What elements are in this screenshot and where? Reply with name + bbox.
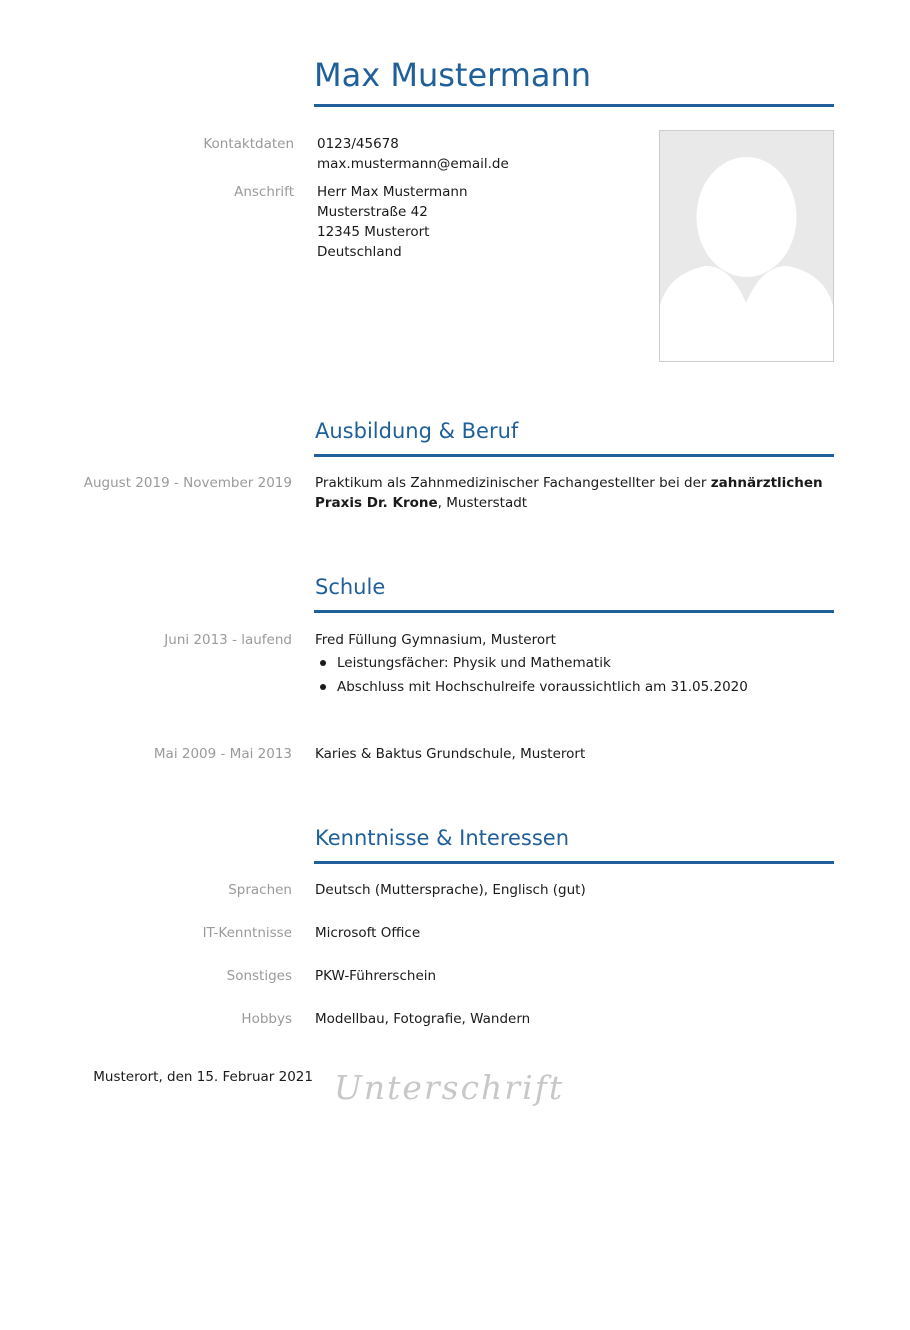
skill-label: IT-Kenntnisse bbox=[202, 925, 292, 941]
work-entry-description bbox=[315, 473, 823, 513]
entry-dates: Mai 2009 - Mai 2013 bbox=[153, 746, 292, 762]
address-line: Herr Max Mustermann bbox=[317, 184, 468, 200]
work-entry-employer: Praxis Dr. Krone bbox=[315, 495, 438, 511]
signature: Unterschrift bbox=[334, 1068, 565, 1107]
skill-label: Sonstiges bbox=[226, 968, 292, 984]
header-divider bbox=[314, 104, 834, 107]
skill-value: Deutsch (Muttersprache), Englisch (gut) bbox=[315, 882, 586, 898]
skill-value: PKW-Führerschein bbox=[315, 968, 437, 984]
address-line: Musterstraße 42 bbox=[317, 204, 428, 220]
skill-value: Microsoft Office bbox=[315, 925, 421, 941]
address-block bbox=[317, 182, 468, 262]
address-label: Anschrift bbox=[234, 184, 294, 200]
entry-dates: August 2019 - November 2019 bbox=[83, 475, 292, 491]
work-entry-text: Praktikum als Zahnmedizinischer Fachangestellter bei der bbox=[315, 475, 711, 491]
phone-number: 0123/45678 bbox=[317, 136, 399, 152]
list-item bbox=[315, 651, 748, 675]
section-divider bbox=[314, 610, 834, 613]
work-entry-employer: zahnärztlichen bbox=[710, 475, 823, 491]
address-line: 12345 Musterort bbox=[317, 224, 430, 240]
cv-name-title: Max Mustermann bbox=[314, 56, 592, 94]
skill-label: Hobbys bbox=[241, 1011, 292, 1027]
contact-label: Kontaktdaten bbox=[203, 136, 294, 152]
list-item-text: Abschluss mit Hochschulreife voraussichtlich am 31.05.2020 bbox=[337, 679, 748, 695]
school-name: Karies & Baktus Grundschule, Musterort bbox=[315, 746, 586, 762]
profile-photo bbox=[659, 130, 834, 362]
work-entry-location: , Musterstadt bbox=[437, 495, 528, 511]
entry-dates: Juni 2013 - laufend bbox=[164, 632, 292, 648]
contact-block bbox=[317, 134, 509, 174]
bullet-icon bbox=[320, 660, 326, 666]
email-address: max.mustermann@email.de bbox=[317, 156, 509, 172]
section-divider bbox=[314, 861, 834, 864]
skill-label: Sprachen bbox=[228, 882, 292, 898]
place-and-date: Musterort, den 15. Februar 2021 bbox=[93, 1069, 313, 1085]
list-item bbox=[315, 675, 748, 699]
person-placeholder-icon bbox=[660, 131, 833, 361]
section-title-school: Schule bbox=[315, 575, 386, 599]
school-name: Fred Füllung Gymnasium, Musterort bbox=[315, 632, 556, 648]
skill-value: Modellbau, Fotografie, Wandern bbox=[315, 1011, 531, 1027]
school-details-list bbox=[315, 651, 748, 699]
bullet-icon bbox=[320, 684, 326, 690]
list-item-text: Leistungsfächer: Physik und Mathematik bbox=[337, 655, 611, 671]
section-divider bbox=[314, 454, 834, 457]
address-line: Deutschland bbox=[317, 244, 402, 260]
section-title-education-work: Ausbildung & Beruf bbox=[315, 419, 519, 443]
section-title-skills: Kenntnisse & Interessen bbox=[315, 826, 570, 850]
